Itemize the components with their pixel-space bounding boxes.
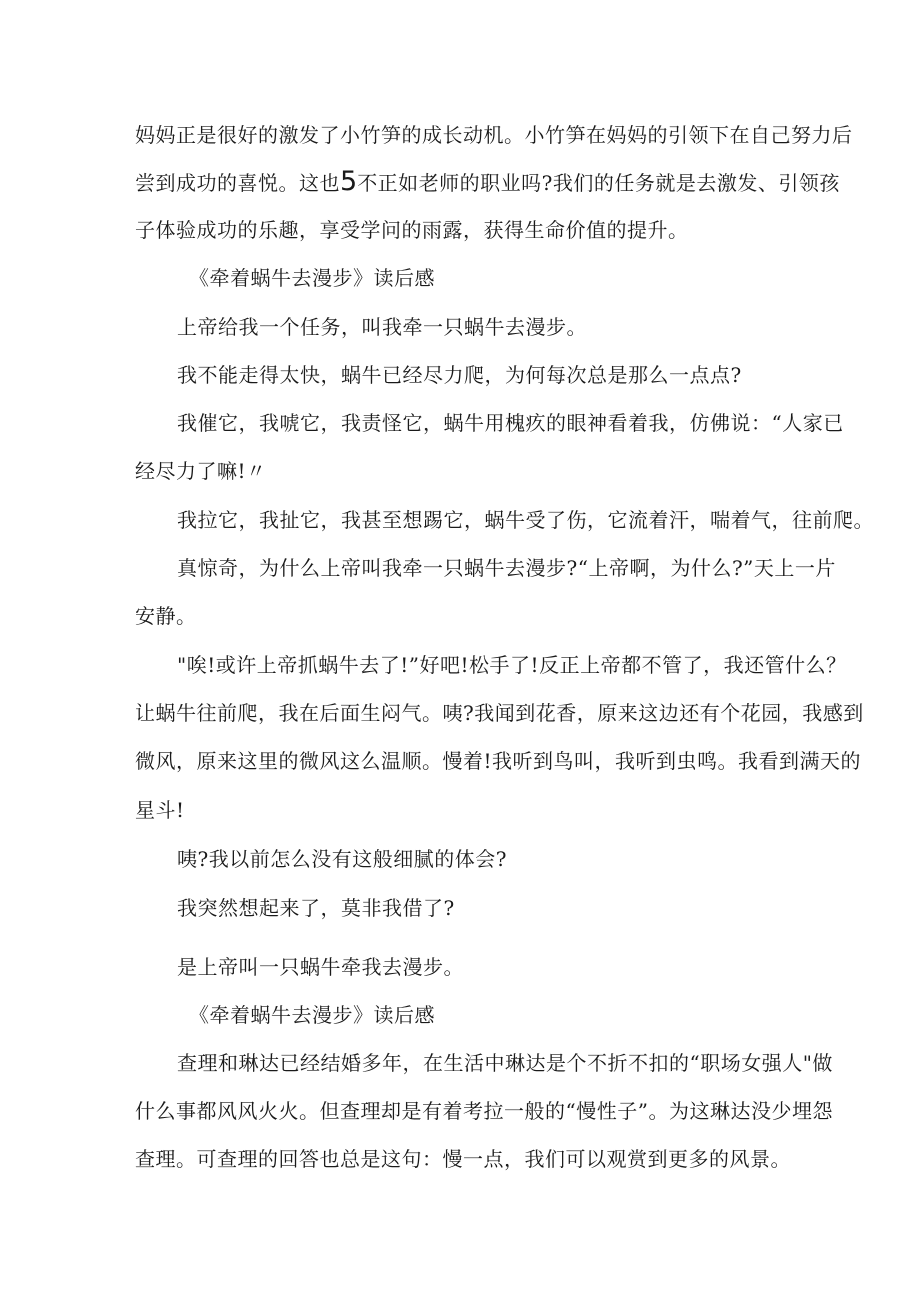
text-line: 星斗! — [135, 798, 185, 822]
text-line: 真惊奇，为什么上帝叫我牵一只蜗牛去漫步?“上帝啊，为什么?”天上一片 — [177, 556, 836, 580]
text-line: 上帝给我一个任务，叫我牵一只蜗牛去漫步。 — [177, 315, 587, 339]
text-line: 子体验成功的乐趣，享受学问的雨露，获得生命价值的提升。 — [135, 218, 689, 242]
text-segment: 尝到成功的喜悦。这也 — [135, 171, 340, 195]
text-line: 我拉它，我扯它，我甚至想踢它，蜗牛受了伤，它流着汗，喘着气，往前爬。 — [177, 508, 874, 532]
text-line: 查理和琳达已经结婚多年，在生活中琳达是个不折不扣的“职场女强人"做 — [177, 1051, 833, 1075]
text-line: 让蜗牛往前爬，我在后面生闷气。咦?我闻到花香，原来这边还有个花园，我感到 — [135, 701, 864, 725]
text-line: 咦?我以前怎么没有这般细腻的体会? — [177, 847, 507, 871]
section-heading: 《牵着蜗牛去漫步》读后感 — [189, 1003, 435, 1027]
text-line: 经尽力了嘛!〃 — [135, 459, 267, 483]
text-line: 是上帝叫一只蜗牛牵我去漫步。 — [177, 955, 464, 979]
text-line: 微风，原来这里的微风这么温顺。慢着!我听到鸟叫，我听到虫鸣。我看到满天的 — [135, 749, 862, 773]
text-line: 我突然想起来了，莫非我借了? — [177, 896, 455, 920]
text-line: 什么事都风风火火。但查理却是有着考拉一般的“慢性子”。为这琳达没少埋怨 — [135, 1099, 833, 1123]
highlighted-digit: 5 — [340, 166, 358, 197]
text-segment: 不正如老师的职业吗?我们的任务就是去激发、引领孩 — [357, 171, 840, 195]
text-line: 查理。可查理的回答也总是这句：慢一点，我们可以观赏到更多的风景。 — [135, 1147, 791, 1171]
text-line: 安静。 — [135, 604, 197, 628]
text-line: 我催它，我唬它，我责怪它，蜗牛用槐疚的眼神看着我，仿佛说：“人家已 — [177, 411, 844, 435]
text-line — [135, 168, 840, 197]
section-heading: 《牵着蜗牛去漫步》读后感 — [189, 266, 435, 290]
text-line: 我不能走得太快，蜗牛已经尽力爬，为何每次总是那么一点点? — [177, 363, 742, 387]
text-line: 妈妈正是很好的激发了小竹笋的成长动机。小竹笋在妈妈的引领下在自己努力后 — [135, 123, 853, 147]
text-line: "唉!或许上帝抓蜗牛去了!”好吧!松手了!反正上帝都不管了，我还管什么？ — [177, 653, 847, 677]
